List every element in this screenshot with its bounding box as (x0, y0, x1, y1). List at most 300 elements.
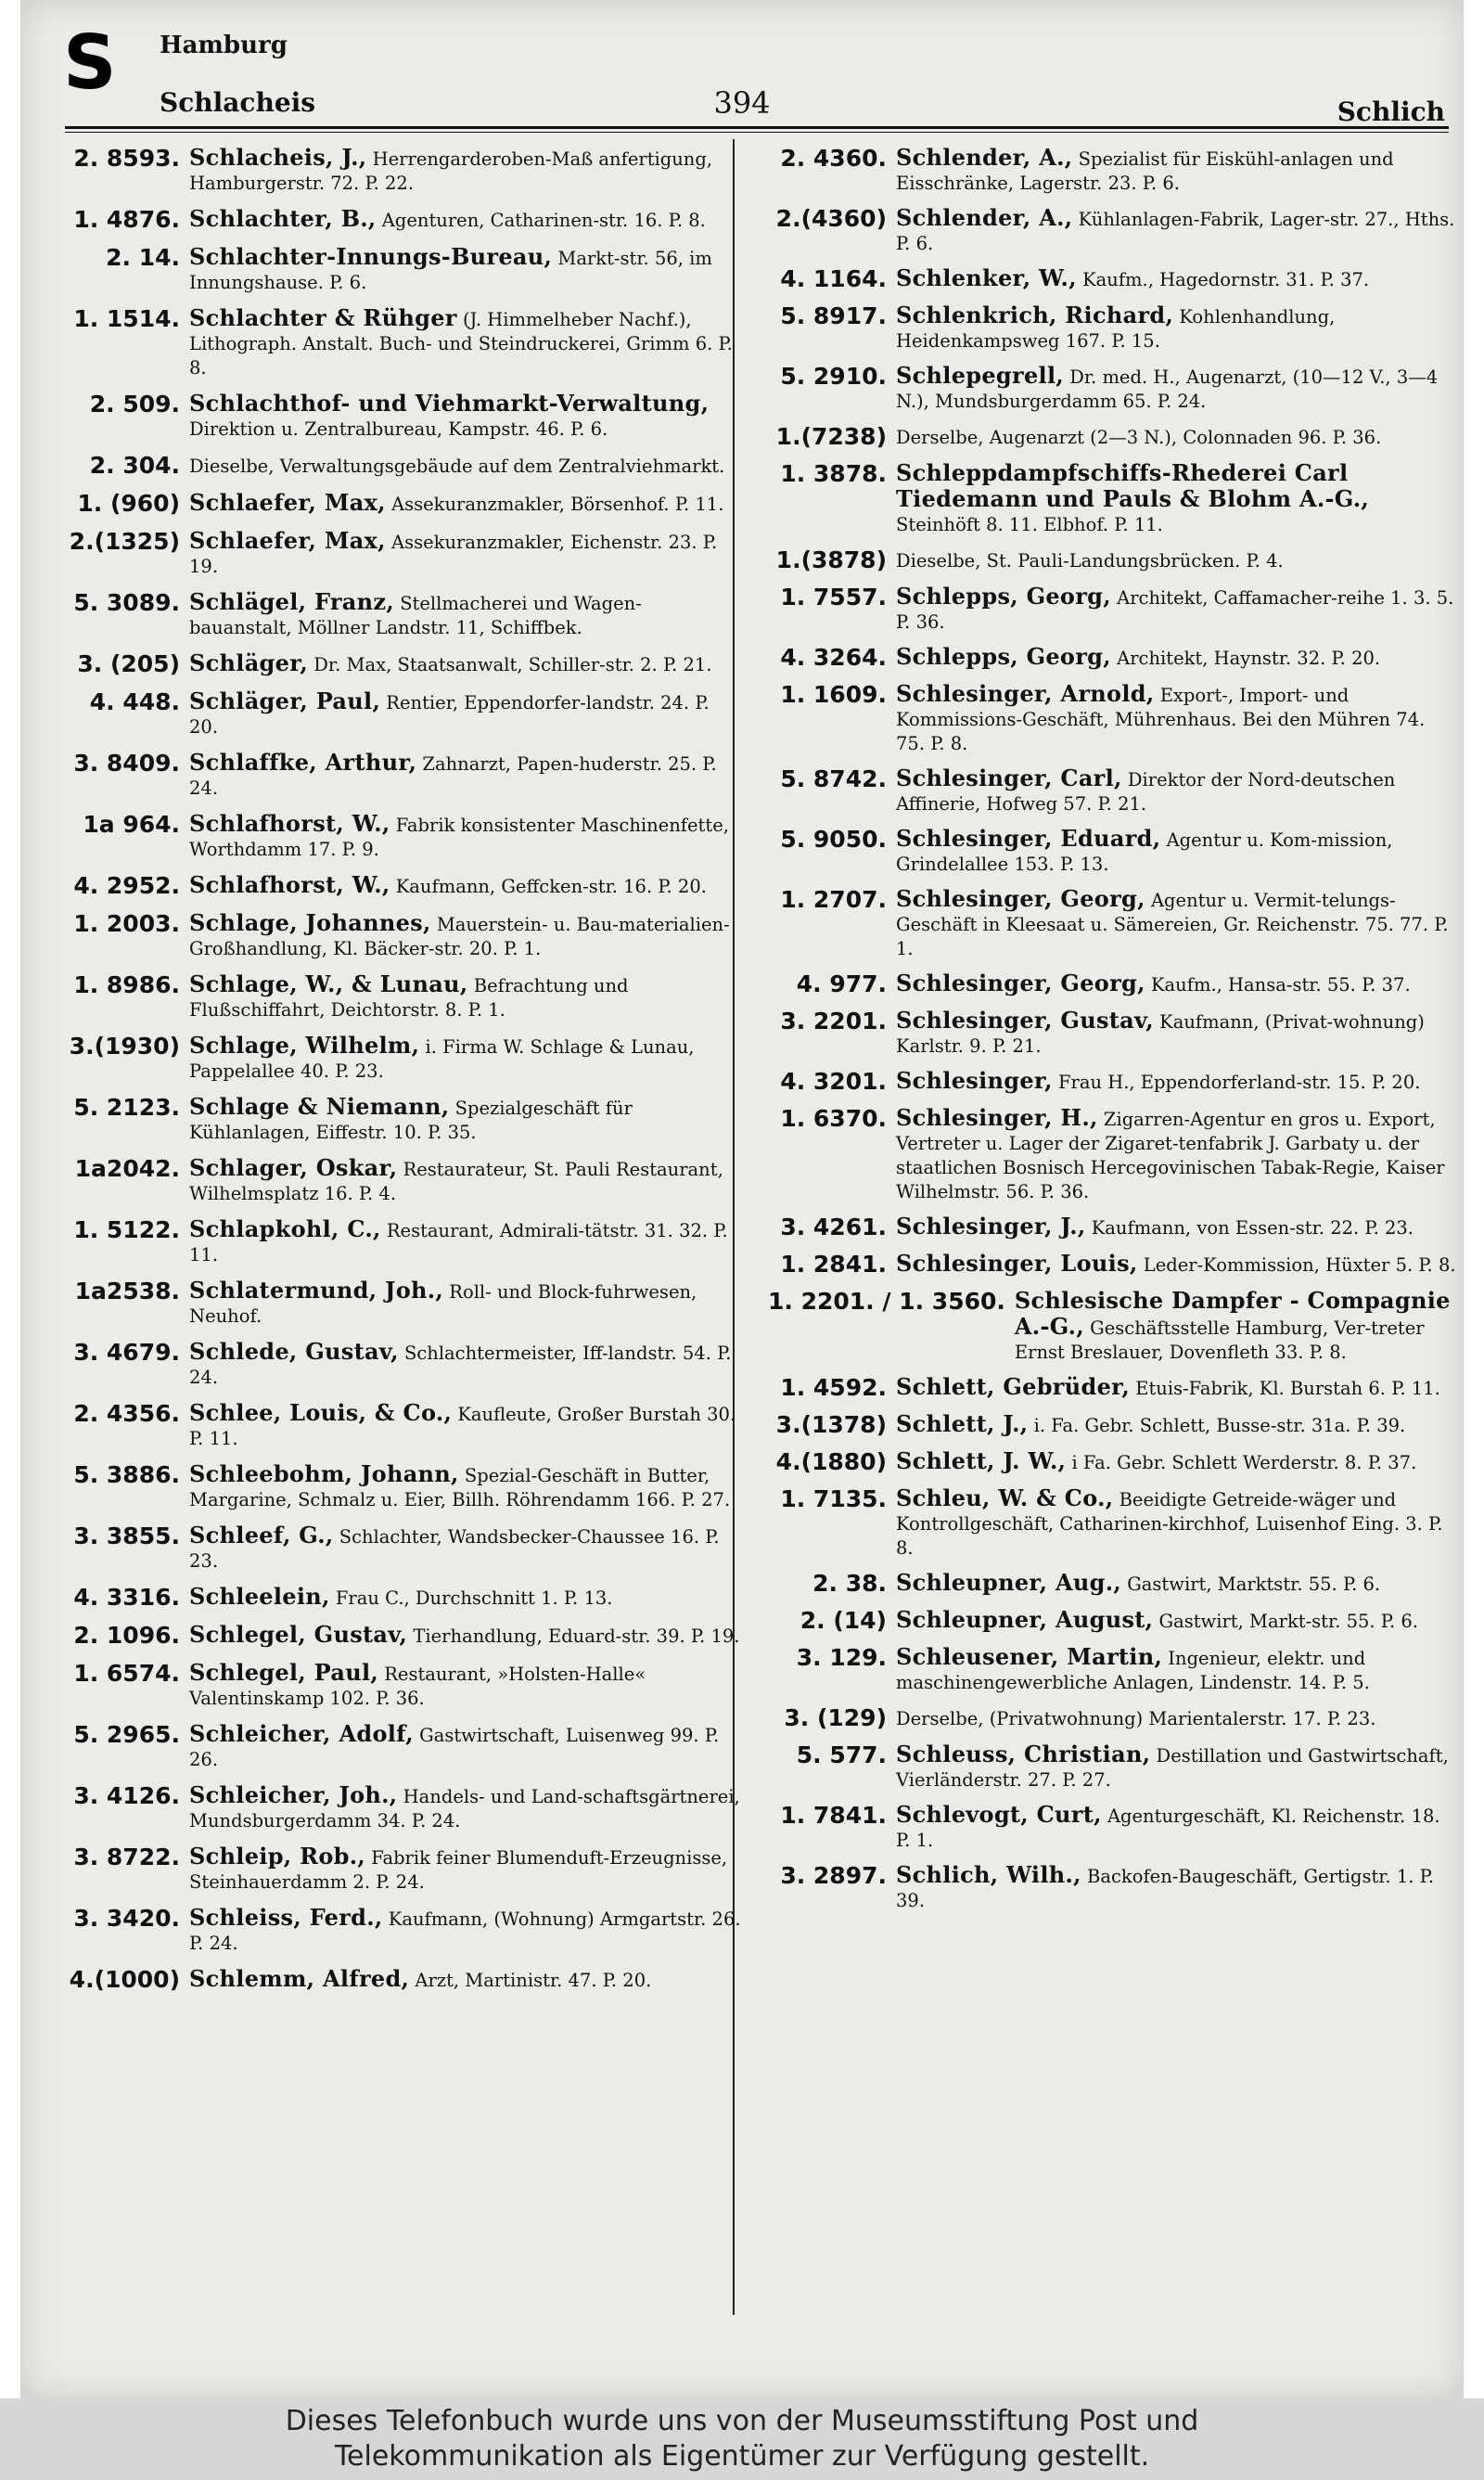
footer-line-1: Dieses Telefonbuch wurde uns von der Museumsstiftung Post und (285, 2405, 1199, 2437)
phone-number: 1. 4876. (73, 206, 180, 233)
entry-name: Schlett, Gebrüder, (896, 1373, 1131, 1400)
entry-details: Spezialgeschäft für Kühlanlagen, Eiffestr. 10. P. 35. (189, 1098, 633, 1143)
entry-name: Schlenker, W., (896, 264, 1077, 291)
directory-entry (768, 1607, 1456, 1635)
phone-number: 4.(1880) (775, 1448, 887, 1475)
entry-text (896, 302, 1456, 353)
entry-text (189, 650, 742, 677)
entry-name: Schlatermund, Joh., (189, 1277, 444, 1304)
entry-name: Schlage, Johannes, (189, 909, 431, 936)
directory-entry (768, 681, 1456, 756)
entry-text (896, 145, 1456, 196)
phone-number: 2. 509. (89, 391, 180, 418)
phone-number: 2. 8593. (73, 145, 180, 172)
entry-details: Frau C., Durchschnitt 1. P. 13. (329, 1587, 613, 1609)
page-number: 394 (713, 85, 771, 121)
directory-entry (768, 423, 1456, 451)
phone-number: 5. 3886. (73, 1461, 180, 1488)
entry-details: Leder-Kommission, Hüxter 5. P. 8. (1137, 1254, 1456, 1276)
entry-text (896, 970, 1456, 997)
phone-number: 1. 7841. (780, 1802, 887, 1829)
phone-number: 5. 8917. (780, 302, 887, 329)
entry-text (896, 205, 1456, 256)
entry-name: Schleef, G., (189, 1522, 334, 1548)
entry-details: Markt-str. 56, im Innungshause. P. 6. (189, 248, 712, 293)
entry-details: Kaufmann, (Wohnung) Armgartstr. 26. P. 24. (189, 1908, 741, 1954)
entry-details: Agenturen, Catharinen-str. 16. P. 8. (376, 210, 706, 231)
entry-details: Dieselbe, Verwaltungsgebäude auf dem Zentralviehmarkt. (189, 456, 725, 477)
directory-entry (768, 363, 1456, 414)
phone-number: 1. 4592. (780, 1374, 887, 1401)
entry-text (896, 423, 1456, 450)
entry-text (189, 589, 742, 640)
entry-text (189, 1622, 742, 1649)
phone-number: 5. 2123. (73, 1094, 180, 1121)
directory-entry (61, 1278, 742, 1329)
phone-number: 1. 1609. (780, 681, 887, 708)
entry-text (896, 265, 1456, 292)
phone-number: 2. 304. (89, 452, 180, 479)
entry-details: Gastwirt, Markt-str. 55. P. 6. (1153, 1611, 1418, 1632)
entry-name: Schlägel, Franz, (189, 588, 394, 615)
footer-line-2: Telekommunikation als Eigentümer zur Verfügung gestellt. (334, 2440, 1150, 2473)
entry-name: Schlachter, B., (189, 205, 377, 232)
entry-details: Kaufm., Hansa-str. 55. P. 37. (1145, 974, 1411, 996)
entry-text (896, 460, 1456, 537)
phone-number: 4. 977. (796, 970, 887, 997)
entry-text (189, 1216, 742, 1267)
entry-text (896, 1448, 1456, 1475)
entry-name: Schlender, A., (896, 204, 1073, 231)
entry-text (896, 1374, 1456, 1401)
entry-details: Schlachter, Wandsbecker-Chaussee 16. P. 23. (189, 1526, 720, 1572)
entry-details: Handels- und Land-schaftsgärtnerei, Mundsburgerdamm 34. P. 24. (189, 1786, 740, 1831)
entry-text (189, 971, 742, 1022)
directory-entry (61, 305, 742, 380)
directory-entry (61, 1339, 742, 1390)
page-header (20, 0, 1464, 139)
directory-entry (61, 1584, 742, 1612)
phone-number: 3. 129. (796, 1644, 887, 1671)
entry-name: Schläger, Paul, (189, 687, 381, 714)
entry-details: Backofen-Baugeschäft, Gertigstr. 1. P. 39. (896, 1866, 1435, 1911)
entry-text (189, 1782, 742, 1833)
entry-details: Arzt, Martinistr. 47. P. 20. (409, 1970, 652, 1991)
entry-text (896, 1644, 1456, 1695)
directory-entry (61, 1400, 742, 1451)
phone-number: 3. (129) (784, 1704, 887, 1731)
phone-number: 3. 2201. (780, 1008, 887, 1034)
phone-number: 1. (960) (77, 490, 180, 517)
entry-name: Schleelein, (189, 1583, 330, 1610)
entry-details: Zahnarzt, Papen-huderstr. 25. P. 24. (189, 753, 717, 799)
entry-name: Schlesinger, Eduard, (896, 825, 1161, 852)
entry-text (896, 363, 1456, 414)
directory-entry (61, 206, 742, 234)
entry-details: Derselbe, Augenarzt (2—3 N.), Colonnaden 96. P. 36. (896, 427, 1382, 448)
phone-number: 4. 3201. (780, 1068, 887, 1095)
phone-number: 4. 2952. (73, 872, 180, 899)
entry-name: Schleupner, August, (896, 1606, 1154, 1633)
entry-details: Restaurant, »Holsten-Halle« Valentinskamp 102. P. 36. (189, 1664, 646, 1709)
phone-number: 1a2538. (74, 1278, 180, 1304)
entry-text (189, 750, 742, 801)
entry-details: Ingenieur, elektr. und maschinengewerbliche Anlagen, Lindenstr. 14. P. 5. (896, 1648, 1370, 1693)
directory-entry (768, 886, 1456, 961)
entry-text (189, 452, 742, 479)
phone-number: 1a 964. (83, 811, 180, 838)
entry-details: Stellmacherei und Wagen-bauanstalt, Möllner Landstr. 11, Schiffbek. (189, 593, 642, 638)
entry-name: Schläger, (189, 649, 309, 676)
directory-entry (61, 528, 742, 579)
directory-entry (768, 1288, 1456, 1365)
entry-details: Agentur u. Kom-mission, Grindelallee 153. P. 13. (896, 829, 1393, 875)
entry-text (189, 1523, 742, 1574)
directory-entry (61, 244, 742, 295)
entry-text (189, 1155, 742, 1206)
phone-number: 1. 2003. (73, 910, 180, 937)
phone-number: 5. 3089. (73, 589, 180, 616)
directory-entry (768, 145, 1456, 196)
entry-details: Architekt, Caffamacher-reihe 1. 3. 5. P. 36. (896, 587, 1454, 633)
entry-name: Schleip, Rob., (189, 1843, 366, 1870)
entry-name: Schlett, J., (896, 1410, 1029, 1437)
directory-entry (61, 811, 742, 862)
entry-details: Kühlanlagen-Fabrik, Lager-str. 27., Hths. P. 6. (896, 209, 1455, 254)
entry-details: Kohlenhandlung, Heidenkampsweg 167. P. 15. (896, 306, 1336, 352)
phone-number: 1. 2841. (780, 1251, 887, 1278)
entry-name: Schlepps, Georg, (896, 583, 1111, 610)
entry-text (189, 1461, 742, 1512)
entry-details: Beeidigte Getreide-wäger und Kontrollgeschäft, Catharinen-kirchhof, Luisenhof Eing. 3. P. 8. (896, 1489, 1443, 1559)
entry-text (896, 1570, 1456, 1597)
entry-details: Export-, Import- und Kommissions-Geschäft, Mührenhaus. Bei den Mühren 74. 75. P. 8. (896, 685, 1426, 754)
city-name: Hamburg (160, 32, 288, 59)
right-column (768, 145, 1456, 1922)
entry-text (189, 391, 742, 442)
directory-entry (61, 1216, 742, 1267)
phone-number: 2. 4356. (73, 1400, 180, 1427)
entry-details: Architekt, Haynstr. 32. P. 20. (1110, 648, 1381, 669)
entry-text (189, 872, 742, 899)
directory-entry (768, 1802, 1456, 1853)
entry-text (189, 490, 742, 517)
entry-name: Schlede, Gustav, (189, 1338, 399, 1365)
directory-entry (768, 205, 1456, 256)
entry-name: Schlepegrell, (896, 362, 1065, 389)
entry-name: Schlachter & Rühger (189, 304, 457, 331)
directory-entry (768, 1570, 1456, 1598)
entry-text (189, 1721, 742, 1772)
entry-name: Schlemm, Alfred, (189, 1965, 410, 1992)
entry-text (189, 811, 742, 862)
entry-text (896, 1741, 1456, 1793)
entry-text (189, 1094, 742, 1145)
entry-text (896, 1802, 1456, 1853)
entry-text (189, 1339, 742, 1390)
directory-entry (61, 589, 742, 640)
phone-number: 1. 7557. (780, 584, 887, 610)
directory-entry (61, 1905, 742, 1956)
entry-name: Schlage, Wilhelm, (189, 1032, 420, 1059)
entry-text (896, 644, 1456, 671)
entry-text (189, 1033, 742, 1084)
entry-name: Schlevogt, Curt, (896, 1801, 1102, 1828)
phone-number: 3. 4679. (73, 1339, 180, 1366)
entry-details: i. Fa. Gebr. Schlett, Busse-str. 31a. P. 39. (1028, 1415, 1406, 1436)
phone-number: 3. 3855. (73, 1523, 180, 1549)
phone-number: 4.(1000) (69, 1966, 180, 1993)
entry-name: Schleusener, Martin, (896, 1643, 1163, 1670)
entry-name: Schlepps, Georg, (896, 643, 1111, 670)
entry-details: Geschäftsstelle Hamburg, Ver-treter Ernst Breslauer, Dovenfleth 33. P. 8. (1014, 1317, 1425, 1363)
entry-name: Schlachthof- und Viehmarkt-Verwaltung, (189, 390, 710, 417)
phone-number: 3. 3420. (73, 1905, 180, 1932)
entry-details: Fabrik feiner Blumenduft-Erzeugnisse, Steinhauerdamm 2. P. 24. (189, 1847, 728, 1893)
entry-name: Schleupner, Aug., (896, 1569, 1122, 1596)
directory-entry (768, 584, 1456, 635)
entry-details: Kaufm., Hagedornstr. 31. P. 37. (1076, 269, 1370, 290)
entry-details: Assekuranzmakler, Börsenhof. P. 11. (385, 494, 724, 515)
entry-details: Agenturgeschäft, Kl. Reichenstr. 18. P. 1. (896, 1805, 1440, 1851)
directory-entry (61, 750, 742, 801)
entry-text (189, 244, 742, 295)
entry-details: Fabrik konsistenter Maschinenfette, Worthdamm 17. P. 9. (189, 815, 729, 860)
entry-text (896, 1704, 1456, 1731)
entry-name: Schlesinger, H., (896, 1104, 1098, 1131)
entry-details: Rentier, Eppendorfer-landstr. 24. P. 20. (189, 692, 710, 738)
entry-text (189, 1400, 742, 1451)
phone-number: 3.(1378) (775, 1411, 887, 1438)
phone-number: 3. 8722. (73, 1844, 180, 1870)
header-rule-thin (65, 132, 1449, 133)
entry-name: Schleiss, Ferd., (189, 1904, 383, 1931)
entry-text (189, 910, 742, 961)
entry-name: Schlesinger, Louis, (896, 1250, 1138, 1277)
directory-entry (61, 1461, 742, 1512)
phone-number: 3.(1930) (69, 1033, 180, 1060)
last-entry-keyword: Schlich (1337, 96, 1445, 127)
entry-text (896, 1214, 1456, 1240)
phone-number: 1. 8986. (73, 971, 180, 998)
entry-name: Schlett, J. W., (896, 1447, 1067, 1474)
phone-number: 5. 2965. (73, 1721, 180, 1748)
phone-number: 1.(7238) (775, 423, 887, 450)
entry-text (189, 1660, 742, 1711)
directory-entry (768, 1448, 1456, 1476)
directory-entry (61, 1622, 742, 1650)
directory-entry (768, 302, 1456, 353)
entry-name: Schlafhorst, W., (189, 810, 390, 837)
directory-entry (61, 391, 742, 442)
entry-text (896, 1068, 1456, 1095)
directory-entry (61, 1523, 742, 1574)
entry-name: Schlich, Wilh., (896, 1861, 1081, 1888)
entry-text (189, 1905, 742, 1956)
first-entry-keyword: Schlacheis (160, 87, 316, 118)
entry-name: Schleicher, Adolf, (189, 1720, 414, 1747)
entry-details: Kaufmann, (Privat-wohnung) Karlstr. 9. P. 21. (896, 1011, 1425, 1057)
entry-details: Dr. med. H., Augenarzt, (10—12 V., 3—4 N.), Mundsburgerdamm 65. P. 24. (896, 366, 1439, 412)
entry-text (189, 1584, 742, 1611)
phone-number: 1. 2201. / 1. 3560. (768, 1288, 1005, 1315)
entry-name: Schleppdampfschiffs-Rhederei Carl Tiedemann und Pauls & Blohm A.-G., (896, 459, 1370, 512)
directory-entry (768, 460, 1456, 537)
directory-entry (61, 1094, 742, 1145)
entry-name: Schlesinger, Arnold, (896, 680, 1155, 707)
entry-name: Schlesinger, J., (896, 1213, 1086, 1240)
directory-entry (61, 1155, 742, 1206)
entry-text (189, 1278, 742, 1329)
entry-text (189, 688, 742, 739)
entry-details: Kaufleute, Großer Burstah 30. P. 11. (189, 1404, 736, 1449)
entry-details: Dieselbe, St. Pauli-Landungsbrücken. P. 4. (896, 550, 1284, 572)
entry-name: Schlachter-Innungs-Bureau, (189, 243, 553, 270)
entry-name: Schleebohm, Johann, (189, 1460, 459, 1487)
entry-text (896, 1862, 1456, 1913)
entry-details: Restaurant, Admirali-tätstr. 31. 32. P. 11. (189, 1220, 728, 1266)
directory-entry (61, 145, 742, 196)
directory-entry (768, 1251, 1456, 1279)
directory-entry (768, 1008, 1456, 1059)
entry-name: Schlenkrich, Richard, (896, 302, 1174, 328)
phone-number: 4. 1164. (780, 265, 887, 292)
entry-name: Schlaffke, Arthur, (189, 749, 417, 776)
phone-number: 3. 8409. (73, 750, 180, 777)
phone-number: 1. 6370. (780, 1105, 887, 1132)
entry-text (896, 1251, 1456, 1278)
phone-number: 5. 8742. (780, 765, 887, 792)
phone-number: 1. 5122. (73, 1216, 180, 1243)
entry-name: Schleuss, Christian, (896, 1741, 1151, 1767)
directory-entry (61, 1844, 742, 1895)
phone-number: 2. (14) (800, 1607, 887, 1634)
entry-details: Schlachtermeister, Iff-landstr. 54. P. 24. (189, 1343, 732, 1388)
entry-text (896, 681, 1456, 756)
entry-text (189, 206, 742, 233)
directory-entry (61, 452, 742, 480)
phone-number: 2. 1096. (73, 1622, 180, 1649)
entry-details: i Fa. Gebr. Schlett Werderstr. 8. P. 37. (1066, 1452, 1417, 1473)
directory-entry (61, 688, 742, 739)
entry-details: i. Firma W. Schlage & Lunau, Pappelallee 40. P. 23. (189, 1036, 695, 1082)
entry-text (896, 886, 1456, 961)
entry-text (1015, 1288, 1456, 1365)
entry-text (189, 145, 742, 196)
entry-details: Kaufmann, von Essen-str. 22. P. 23. (1085, 1217, 1414, 1239)
phone-number: 4. 3316. (73, 1584, 180, 1611)
phone-number: 2. 4360. (780, 145, 887, 172)
provenance-footer (0, 2398, 1484, 2480)
entry-text (896, 584, 1456, 635)
entry-name: Schlender, A., (896, 144, 1073, 171)
directory-entry (768, 1862, 1456, 1913)
directory-entry (768, 1485, 1456, 1561)
entry-details: Gastwirt, Marktstr. 55. P. 6. (1121, 1574, 1381, 1595)
entry-text (896, 1485, 1456, 1561)
directory-entry (768, 1105, 1456, 1204)
phone-number: 4. 3264. (780, 644, 887, 671)
section-letter: S (63, 19, 117, 106)
entry-name: Schlaefer, Max, (189, 489, 386, 516)
entry-name: Schlegel, Paul, (189, 1659, 379, 1686)
entry-text (189, 1966, 742, 1993)
entry-text (189, 1844, 742, 1895)
entry-details: Steinhöft 8. 11. Elbhof. P. 11. (896, 514, 1163, 535)
phone-number: 5. 577. (796, 1741, 887, 1768)
header-rule (65, 126, 1449, 129)
directory-entry (768, 970, 1456, 998)
entry-text (896, 1411, 1456, 1438)
entry-name: Schlaefer, Max, (189, 527, 386, 554)
directory-entry (768, 546, 1456, 574)
entry-name: Schlee, Louis, & Co., (189, 1399, 453, 1426)
entry-details: Direktor der Nord-deutschen Affinerie, Hofweg 57. P. 21. (896, 769, 1396, 815)
directory-entry (61, 1033, 742, 1084)
entry-text (896, 1607, 1456, 1634)
directory-entry (61, 1782, 742, 1833)
entry-name: Schleicher, Joh., (189, 1781, 398, 1808)
entry-text (896, 765, 1456, 816)
entry-details: Befrachtung und Flußschiffahrt, Deichtorstr. 8. P. 1. (189, 975, 629, 1021)
entry-name: Schlage & Niemann, (189, 1093, 450, 1120)
entry-details: Agentur u. Vermit-telungs-Geschäft in Kleesaat u. Sämereien, Gr. Reichenstr. 75. 77. P. 1. (896, 890, 1449, 959)
directory-entry (768, 826, 1456, 877)
directory-page (20, 0, 1464, 2398)
entry-name: Schlage, W., & Lunau, (189, 970, 468, 997)
entry-name: Schlafhorst, W., (189, 871, 390, 898)
phone-number: 3. 2897. (780, 1862, 887, 1889)
phone-number: 5. 2910. (780, 363, 887, 390)
entry-name: Schlesinger, Georg, (896, 970, 1145, 996)
entry-text (896, 546, 1456, 573)
directory-entry (61, 971, 742, 1022)
phone-number: 4. 448. (89, 688, 180, 715)
entry-name: Schleu, W. & Co., (896, 1484, 1114, 1511)
phone-number: 5. 9050. (780, 826, 887, 853)
entry-details: Gastwirtschaft, Luisenweg 99. P. 26. (189, 1725, 720, 1770)
directory-entry (768, 1214, 1456, 1241)
entry-name: Schlacheis, J., (189, 144, 367, 171)
phone-number: 3. 4261. (780, 1214, 887, 1240)
directory-entry (768, 1068, 1456, 1096)
directory-entry (768, 765, 1456, 816)
entry-name: Schlager, Oskar, (189, 1154, 398, 1181)
entry-text (896, 1008, 1456, 1059)
entry-name: Schlesinger, (896, 1067, 1053, 1094)
directory-entry (768, 265, 1456, 293)
directory-entry (768, 1411, 1456, 1439)
directory-entry (768, 1374, 1456, 1402)
phone-number: 2.(1325) (69, 528, 180, 555)
phone-number: 2.(4360) (775, 205, 887, 232)
entry-name: Schlesinger, Carl, (896, 765, 1122, 791)
entry-name: Schlesinger, Georg, (896, 885, 1145, 912)
directory-entry (61, 1660, 742, 1711)
entry-details: Zigarren-Agentur en gros u. Export, Vertreter u. Lager der Zigaret-tenfabrik J. Garbaty u. der staatlichen Bosnisch Hercegovinischen Tabak-Regie, Kaiser Wilhelmstr. 56. P. 36. (896, 1109, 1445, 1202)
directory-entry (768, 1741, 1456, 1793)
entry-name: Schlapkohl, C., (189, 1215, 381, 1242)
directory-entry (61, 1721, 742, 1772)
directory-entry (61, 910, 742, 961)
directory-entry (768, 644, 1456, 672)
entry-details: Direktion u. Zentralbureau, Kampstr. 46. P. 6. (189, 418, 608, 440)
entry-details: Kaufmann, Geffcken-str. 16. P. 20. (390, 876, 707, 897)
entry-text (189, 305, 742, 380)
entry-details: Mauerstein- u. Bau-materialien-Großhandlung, Kl. Bäcker-str. 20. P. 1. (189, 914, 730, 959)
entry-details: Destillation und Gastwirtschaft, Vierländerstr. 27. P. 27. (896, 1745, 1449, 1791)
entry-details: Spezialist für Eiskühl-anlagen und Eisschränke, Lagerstr. 23. P. 6. (896, 148, 1394, 194)
